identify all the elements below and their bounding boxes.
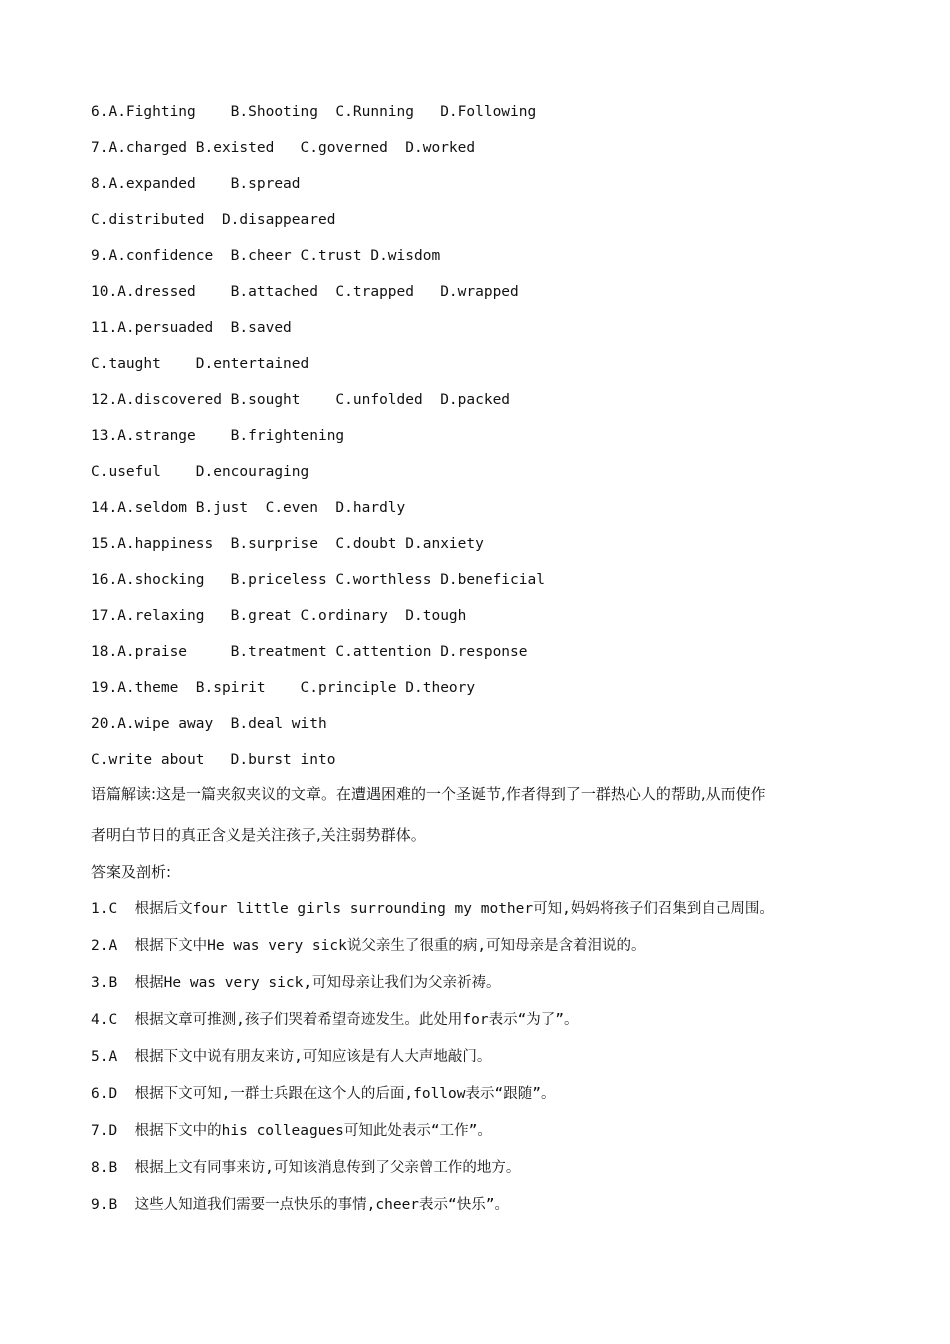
option-line-11a: 11.A.persuaded B.saved — [91, 320, 292, 336]
option-line-16: 16.A.shocking B.priceless C.worthless D.beneficial — [91, 572, 545, 588]
option-line-7: 7.A.charged B.existed C.governed D.worked — [91, 140, 476, 156]
option-line-8b: C.distributed D.disappeared — [91, 212, 336, 228]
answer-line-7: 7.D 根据下文中的his colleagues可知此处表示“工作”。 — [91, 1123, 492, 1139]
answer-line-5: 5.A 根据下文中说有朋友来访,可知应该是有人大声地敲门。 — [91, 1049, 492, 1065]
answer-line-4: 4.C 根据文章可推测,孩子们哭着希望奇迹发生。此处用for表示“为了”。 — [91, 1012, 579, 1028]
option-line-17: 17.A.relaxing B.great C.ordinary D.tough — [91, 608, 467, 624]
option-line-9: 9.A.confidence B.cheer C.trust D.wisdom — [91, 248, 441, 264]
answer-line-2: 2.A 根据下文中He was very sick说父亲生了很重的病,可知母亲是含着泪说的。 — [91, 938, 646, 954]
option-line-20a: 20.A.wipe away B.deal with — [91, 716, 327, 732]
interpretation-line-1: 语篇解读:这是一篇夹叙夹议的文章。在遭遇困难的一个圣诞节,作者得到了一群热心人的帮助,从而使作 — [91, 785, 766, 803]
option-line-13b: C.useful D.encouraging — [91, 464, 310, 480]
option-line-19: 19.A.theme B.spirit C.principle D.theory — [91, 680, 476, 696]
option-line-13a: 13.A.strange B.frightening — [91, 428, 345, 444]
option-line-18: 18.A.praise B.treatment C.attention D.response — [91, 644, 528, 660]
answer-line-3: 3.B 根据He was very sick,可知母亲让我们为父亲祈祷。 — [91, 975, 501, 991]
option-line-11b: C.taught D.entertained — [91, 356, 310, 372]
interpretation-line-2: 者明白节日的真正含义是关注孩子,关注弱势群体。 — [91, 826, 426, 844]
answer-line-6: 6.D 根据下文可知,一群士兵跟在这个人的后面,follow表示“跟随”。 — [91, 1086, 556, 1102]
answer-line-1: 1.C 根据后文four little girls surrounding my mother可知,妈妈将孩子们召集到自己周围。 — [91, 901, 774, 917]
answer-line-9: 9.B 这些人知道我们需要一点快乐的事情,cheer表示“快乐”。 — [91, 1197, 509, 1213]
option-line-20b: C.write about D.burst into — [91, 752, 336, 768]
answer-line-8: 8.B 根据上文有同事来访,可知该消息传到了父亲曾工作的地方。 — [91, 1160, 521, 1176]
option-line-10: 10.A.dressed B.attached C.trapped D.wrapped — [91, 284, 519, 300]
option-line-8a: 8.A.expanded B.spread — [91, 176, 301, 192]
option-line-12: 12.A.discovered B.sought C.unfolded D.packed — [91, 392, 511, 408]
option-line-14: 14.A.seldom B.just C.even D.hardly — [91, 500, 406, 516]
option-line-6: 6.A.Fighting B.Shooting C.Running D.Following — [91, 104, 537, 120]
answers-heading: 答案及剖析: — [91, 863, 172, 881]
option-line-15: 15.A.happiness B.surprise C.doubt D.anxiety — [91, 536, 484, 552]
